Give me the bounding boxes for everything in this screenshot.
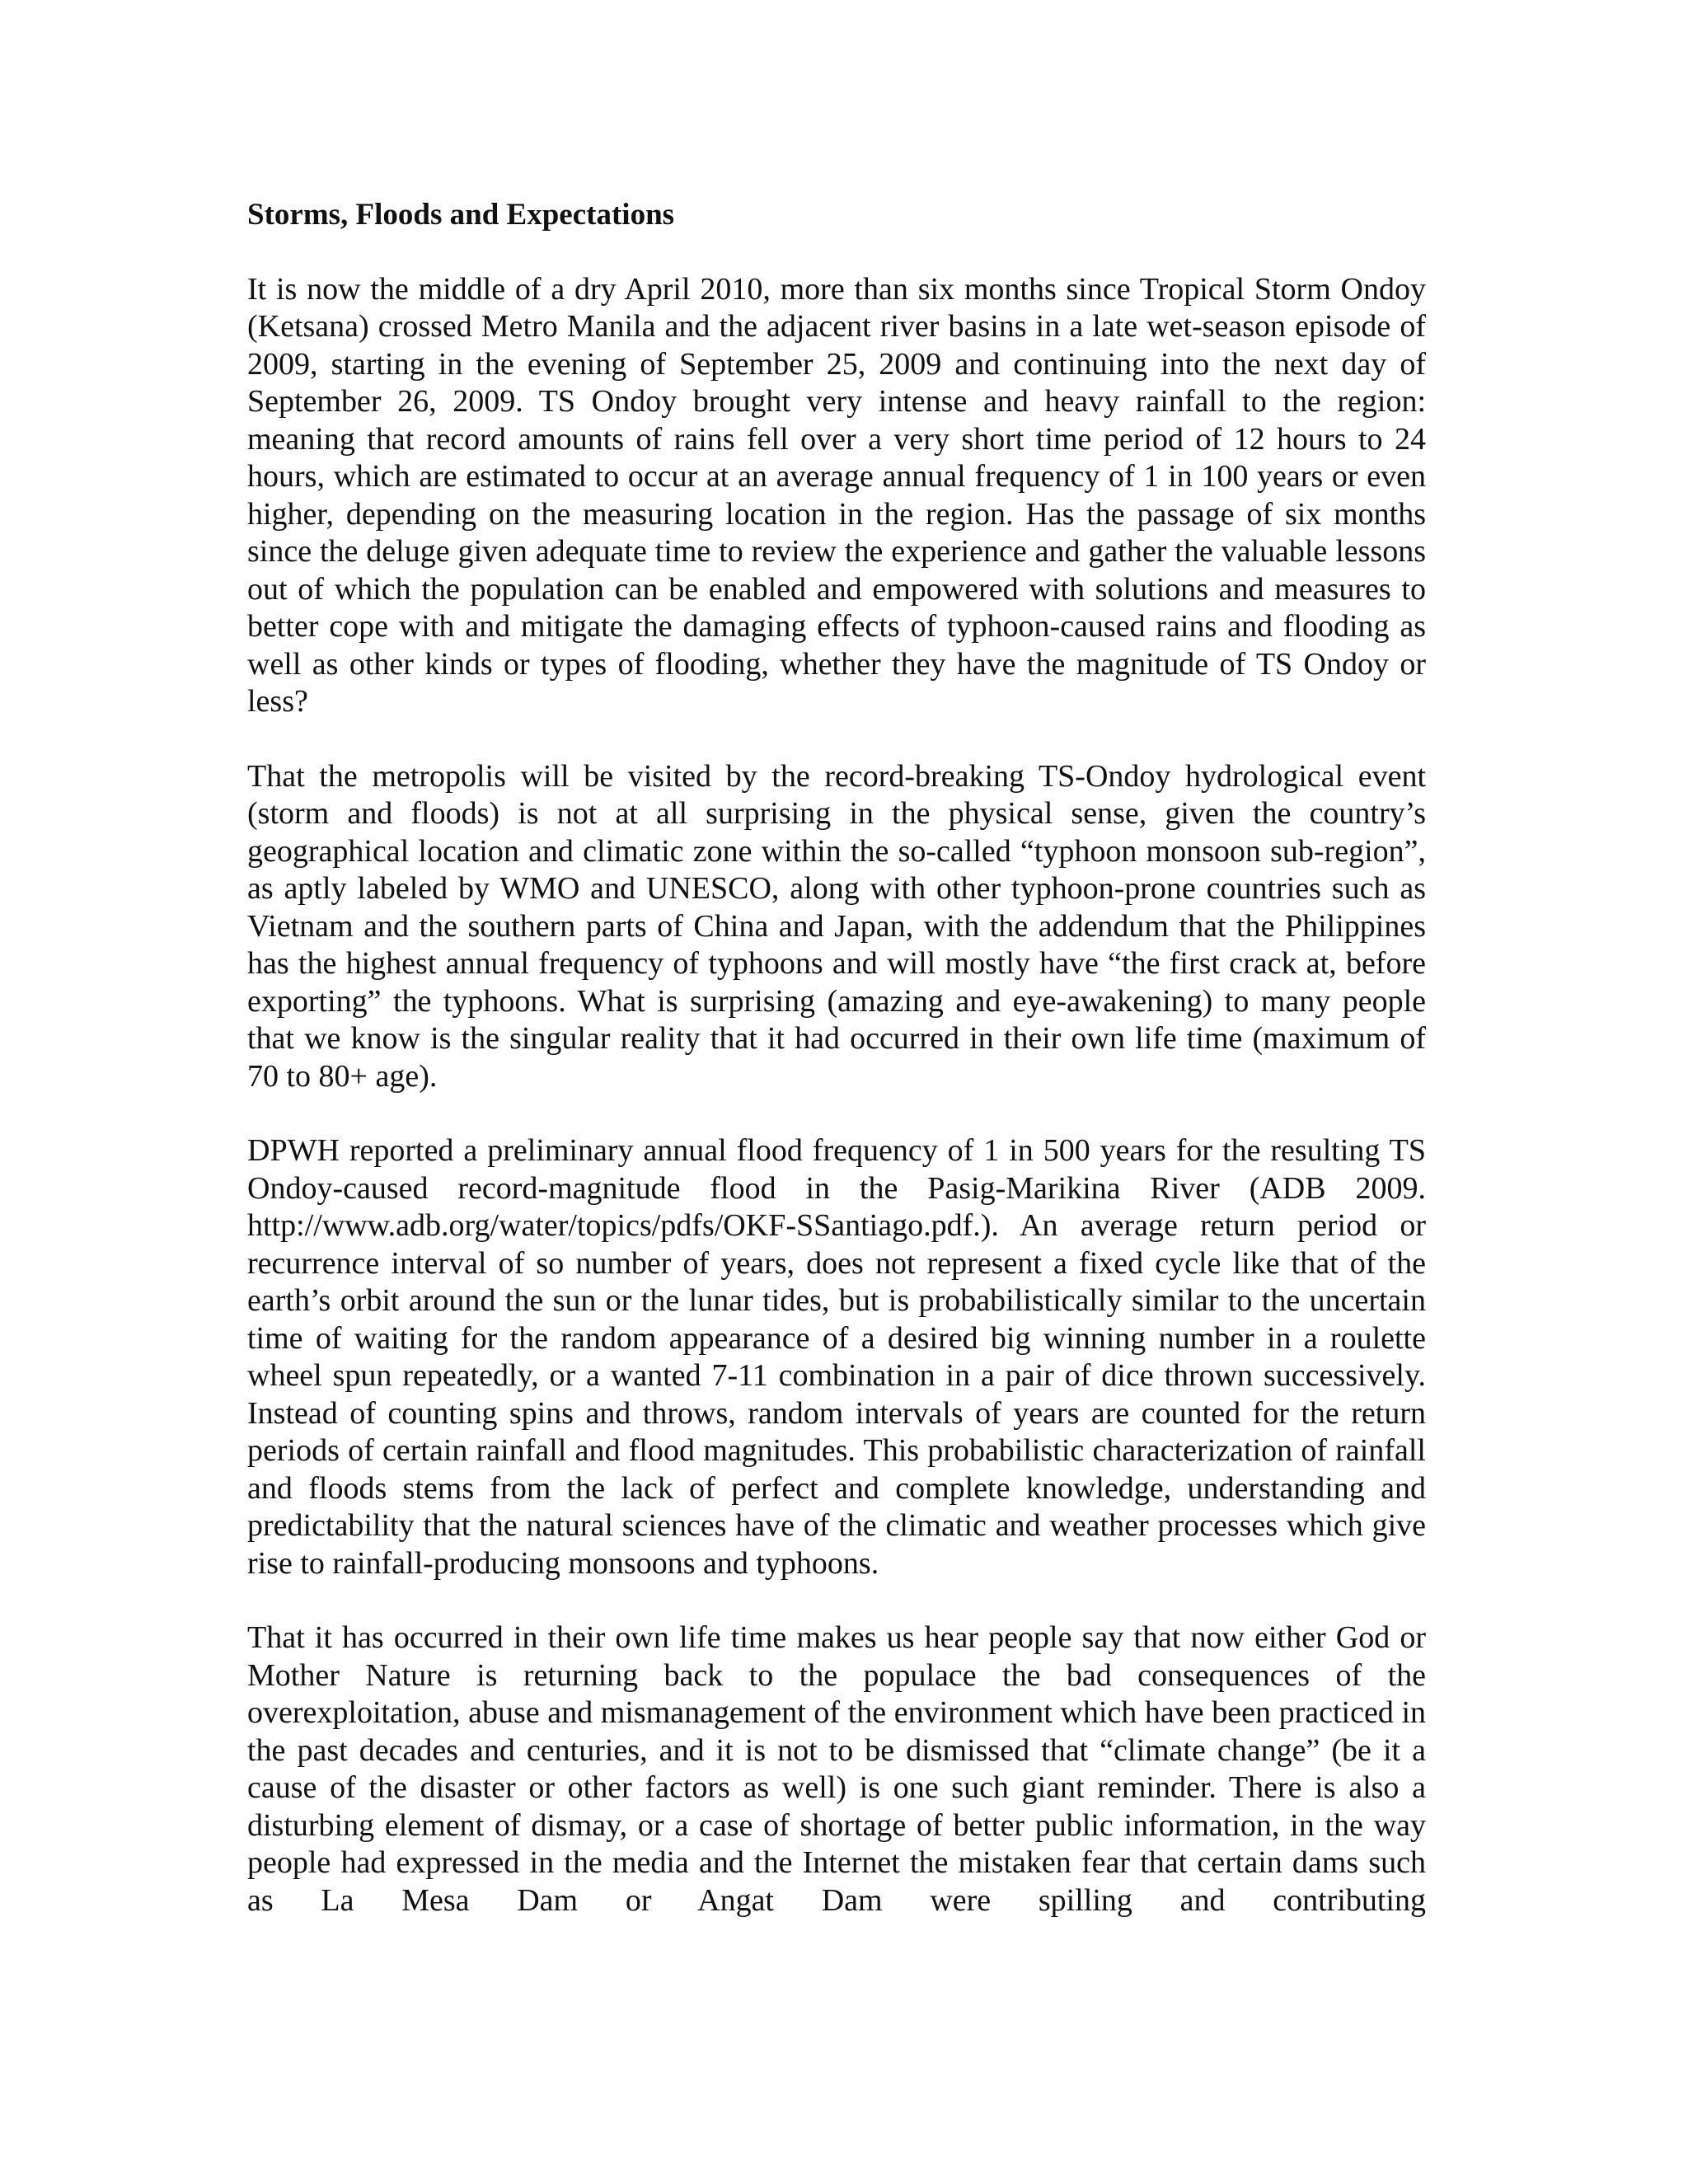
paragraph-1: It is now the middle of a dry April 2010, more than six months since Tropical Storm Ondoy (Ketsana) crossed Metro Manila and the adjacent river basins in a late wet-season episode of 2009, starting in the evening of September 25, 2009 and continuing into the next day of September 26, 2009. TS Ondoy brought very intense and heavy rainfall to the region: meaning that record amounts of rains fell over a very short time period of 12 hours to 24 hours, which are estimated to occur at an average annual frequency of 1 in 100 years or even higher, depending on the measuring location in the region. Has the passage of six months since the deluge given adequate time to review the experience and gather the valuable lessons out of which the population can be enabled and empowered with solutions and measures to better cope with and mitigate the damaging effects of typhoon-caused rains and flooding as well as other kinds or types of flooding, whether they have the magnitude of TS Ondoy or less? (247, 271, 1426, 719)
document-title: Storms, Floods and Expectations (247, 198, 675, 232)
document-page (247, 196, 1426, 1919)
paragraph-3: DPWH reported a preliminary annual flood frequency of 1 in 500 years for the resulting TS Ondoy-caused record-magnitude flood in the Pasig-Marikina River (ADB 2009. http://www.adb.org/water/topics/pdfs/OKF-SSantiago.pdf.). An average return period or recurrence interval of so number of years, does not represent a fixed cycle like that of the earth’s orbit around the sun or the lunar tides, but is probabilistically similar to the uncertain time of waiting for the random appearance of a desired big winning number in a roulette wheel spun repeatedly, or a wanted 7-11 combination in a pair of dice thrown successively. Instead of counting spins and throws, random intervals of years are counted for the return periods of certain rainfall and flood magnitudes. This probabilistic characterization of rainfall and floods stems from the lack of perfect and complete knowledge, understanding and predictability that the natural sciences have of the climatic and weather processes which give rise to rainfall-producing monsoons and typhoons. (247, 1133, 1426, 1581)
paragraph-4: That it has occurred in their own life time makes us hear people say that now either God or Mother Nature is returning back to the populace the bad consequences of the overexploitation, abuse and mismanagement of the environment which have been practiced in the past decades and centuries, and it is not to be dismissed that “climate change” (be it a cause of the disaster or other factors as well) is one such giant reminder. There is also a disturbing element of dismay, or a case of shortage of better public information, in the way people had expressed in the media and the Internet the mistaken fear that certain dams such as La Mesa Dam or Angat Dam were spilling and contributing (247, 1620, 1426, 1918)
paragraph-2: That the metropolis will be visited by the record-breaking TS-Ondoy hydrological event (storm and floods) is not at all surprising in the physical sense, given the country’s geographical location and climatic zone within the so-called “typhoon monsoon sub-region”, as aptly labeled by WMO and UNESCO, along with other typhoon-prone countries such as Vietnam and the southern parts of China and Japan, with the addendum that the Philippines has the highest annual frequency of typhoons and will mostly have “the first crack at, before exporting” the typhoons. What is surprising (amazing and eye-awakening) to many people that we know is the singular reality that it had occurred in their own life time (maximum of 70 to 80+ age). (247, 758, 1426, 1094)
